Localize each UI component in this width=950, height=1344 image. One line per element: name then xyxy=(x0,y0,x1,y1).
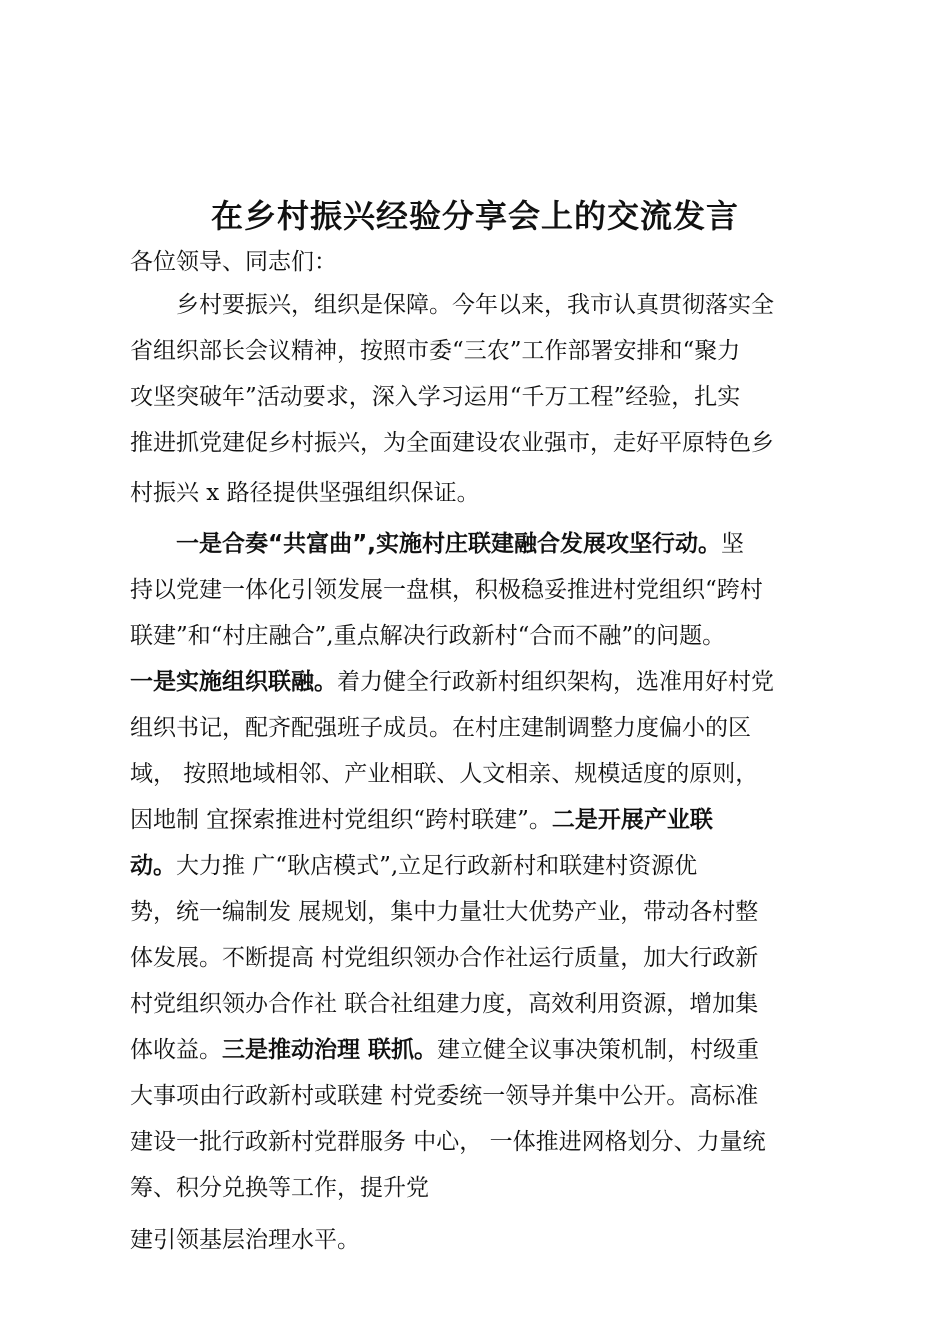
section1-heading: 一是合奏“共富曲”,实施村庄联建融合发展攻坚行动。 xyxy=(176,531,721,557)
section1-line-5: 组织书记，配齐配强班子成员。在村庄建制调整力度偏小的区 xyxy=(130,715,751,741)
subsection2-heading-part2: 动。 xyxy=(130,853,176,879)
subsection3-heading: 三是推动治理 联抓。 xyxy=(222,1037,438,1063)
section1-line-1-tail: 坚 xyxy=(720,531,744,557)
section1-line-12 xyxy=(130,1033,759,1067)
section1-line-13: 大事项由行政新村或联建 村党委统一领导并集中公开。高标准 xyxy=(130,1083,759,1109)
intro-line-3: 攻坚突破年”活动要求，深入学习运用“千万工程”经验，扎实 xyxy=(130,384,741,410)
salutation: 各位领导、同志们： xyxy=(130,249,337,275)
section1-line-14: 建设一批行政新村党群服务 中心， 一体推进网格划分、力量统 xyxy=(130,1129,766,1155)
section1-line-1 xyxy=(176,527,744,561)
intro-line-5: 村振兴 x 路径提供坚强组织保证。 xyxy=(130,480,480,506)
section1-line-15: 筹、积分兑换等工作，提升党 xyxy=(130,1175,429,1201)
section1-line-2: 持以党建一体化引领发展一盘棋，积极稳妥推进村党组织“跨村 xyxy=(130,577,763,603)
section1-line-7 xyxy=(130,803,713,837)
subsection2-heading-part1: 二是开展产业联 xyxy=(551,807,713,833)
section1-line-10: 体发展。不断提高 村党组织领办合作社运行质量，加大行政新 xyxy=(130,945,759,971)
intro-line-2: 省组织部长会议精神，按照市委“三农”工作部署安排和“聚力 xyxy=(130,338,741,364)
section1-line-8 xyxy=(130,849,697,883)
section1-line-9: 势，统一编制发 展规划，集中力量壮大优势产业，带动各村整 xyxy=(130,899,759,925)
section1-line-4-tail: 着力健全行政新村组织架构，选准用好村党 xyxy=(337,669,774,695)
section1-line-12-tail: 建立健全议事决策机制，村级重 xyxy=(437,1037,760,1063)
section1-line-12-head: 体收益。 xyxy=(130,1037,222,1063)
section1-line-3: 联建”和“村庄融合”,重点解决行政新村“合而不融”的问题。 xyxy=(130,623,726,649)
section1-line-6: 域， 按照地域相邻、产业相联、人文相亲、规模适度的原则， xyxy=(130,761,759,787)
section1-line-11: 村党组织领办合作社 联合社组建力度，高效利用资源，增加集 xyxy=(130,991,759,1017)
section1-line-16: 建引领基层治理水平。 xyxy=(130,1227,360,1253)
section1-line-7-head: 因地制 宜探索推进村党组织“跨村联建”。 xyxy=(130,807,552,833)
section1-line-8-tail: 大力推 广“耿店模式”,立足行政新村和联建村资源优 xyxy=(176,853,698,879)
subsection1-heading: 一是实施组织联融。 xyxy=(130,669,337,695)
page-title: 在乡村振兴经验分享会上的交流发言 xyxy=(210,197,739,235)
intro-line-1: 乡村要振兴，组织是保障。今年以来，我市认真贯彻落实全 xyxy=(176,292,774,318)
intro-line-4: 推进抓党建促乡村振兴，为全面建设农业强市，走好平原特色乡 xyxy=(130,430,774,456)
section1-line-4 xyxy=(130,665,774,699)
